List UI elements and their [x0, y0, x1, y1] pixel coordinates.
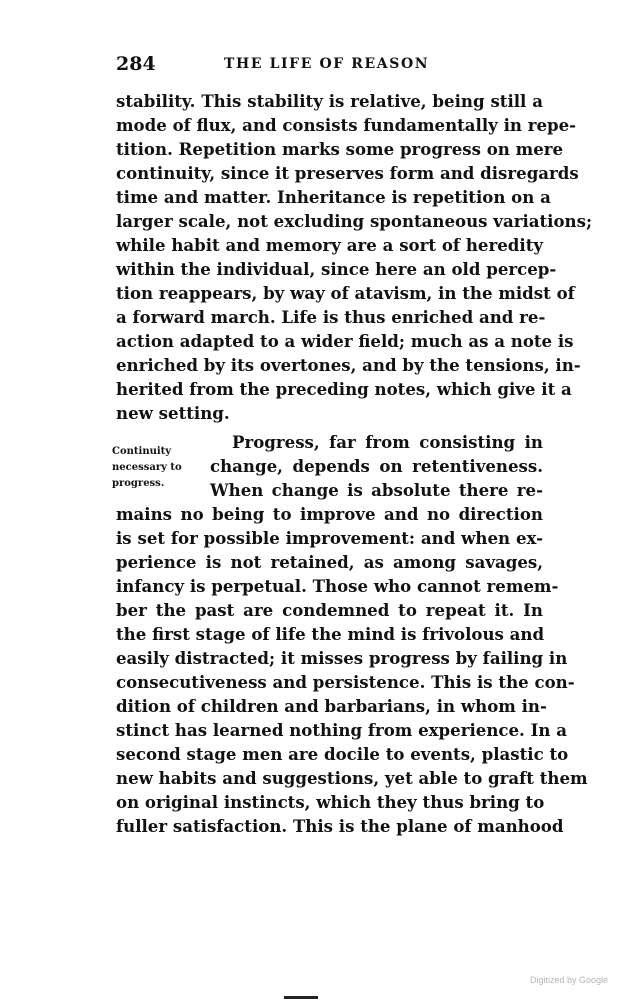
text-line: on original instincts, which they thus bring to: [116, 792, 545, 812]
text-line: enriched by its overtones, and by the tensions, in-: [116, 355, 581, 375]
text-line: infancy is perpetual. Those who cannot remem-: [116, 576, 559, 596]
page-header: [116, 52, 544, 76]
text-line: second stage men are docile to events, plastic to: [116, 744, 569, 764]
bottom-edge-mark: [284, 996, 318, 999]
text-line: herited from the preceding notes, which give it a: [116, 379, 572, 399]
text-line: larger scale, not excluding spontaneous variations;: [116, 211, 593, 231]
text-line: dition of children and barbarians, in whom in-: [116, 696, 547, 716]
text-line: When change is absolute there re-: [210, 480, 543, 500]
text-line: mode of flux, and consists fundamentally in repe-: [116, 115, 577, 135]
text-line: fuller satisfaction. This is the plane of manhood: [116, 816, 564, 836]
text-line: within the individual, since here an old percep-: [116, 259, 557, 279]
text-line: change, depends on retentiveness.: [210, 456, 543, 476]
text-line: consecutiveness and persistence. This is the con-: [116, 672, 575, 692]
text-line: tion reappears, by way of atavism, in the midst of: [116, 283, 575, 303]
text-line: easily distracted; it misses progress by failing in: [116, 648, 568, 668]
text-line: the first stage of life the mind is frivolous and: [116, 624, 545, 644]
text-line: is set for possible improvement: and when ex-: [116, 528, 543, 548]
margin-note-line: necessary to: [112, 462, 182, 473]
text-line: action adapted to a wider field; much as a note is: [116, 331, 574, 351]
text-line: stability. This stability is relative, being still a: [116, 91, 543, 111]
margin-note-line: Continuity: [112, 446, 172, 457]
text-line: tition. Repetition marks some progress on mere: [116, 139, 564, 159]
page-number: 284: [116, 53, 156, 75]
text-line: new setting.: [116, 403, 230, 423]
text-line: perience is not retained, as among savages,: [116, 552, 543, 572]
text-line: new habits and suggestions, yet able to graft them: [116, 768, 588, 788]
text-line: continuity, since it preserves form and disregards: [116, 163, 579, 183]
text-line: Progress, far from consisting in: [232, 432, 543, 452]
text-line: ber the past are condemned to repeat it. In: [116, 600, 543, 620]
text-line: a forward march. Life is thus enriched and re-: [116, 307, 546, 327]
text-line: mains no being to improve and no direction: [116, 504, 543, 524]
text-line: time and matter. Inheritance is repetition on a: [116, 187, 551, 207]
digitized-watermark: Digitized by Google: [529, 975, 608, 985]
text-line: while habit and memory are a sort of heredity: [116, 235, 543, 255]
margin-note-line: progress.: [112, 478, 165, 489]
running-head: THE LIFE OF REASON: [224, 56, 430, 72]
text-line: stinct has learned nothing from experience. In a: [116, 720, 567, 740]
